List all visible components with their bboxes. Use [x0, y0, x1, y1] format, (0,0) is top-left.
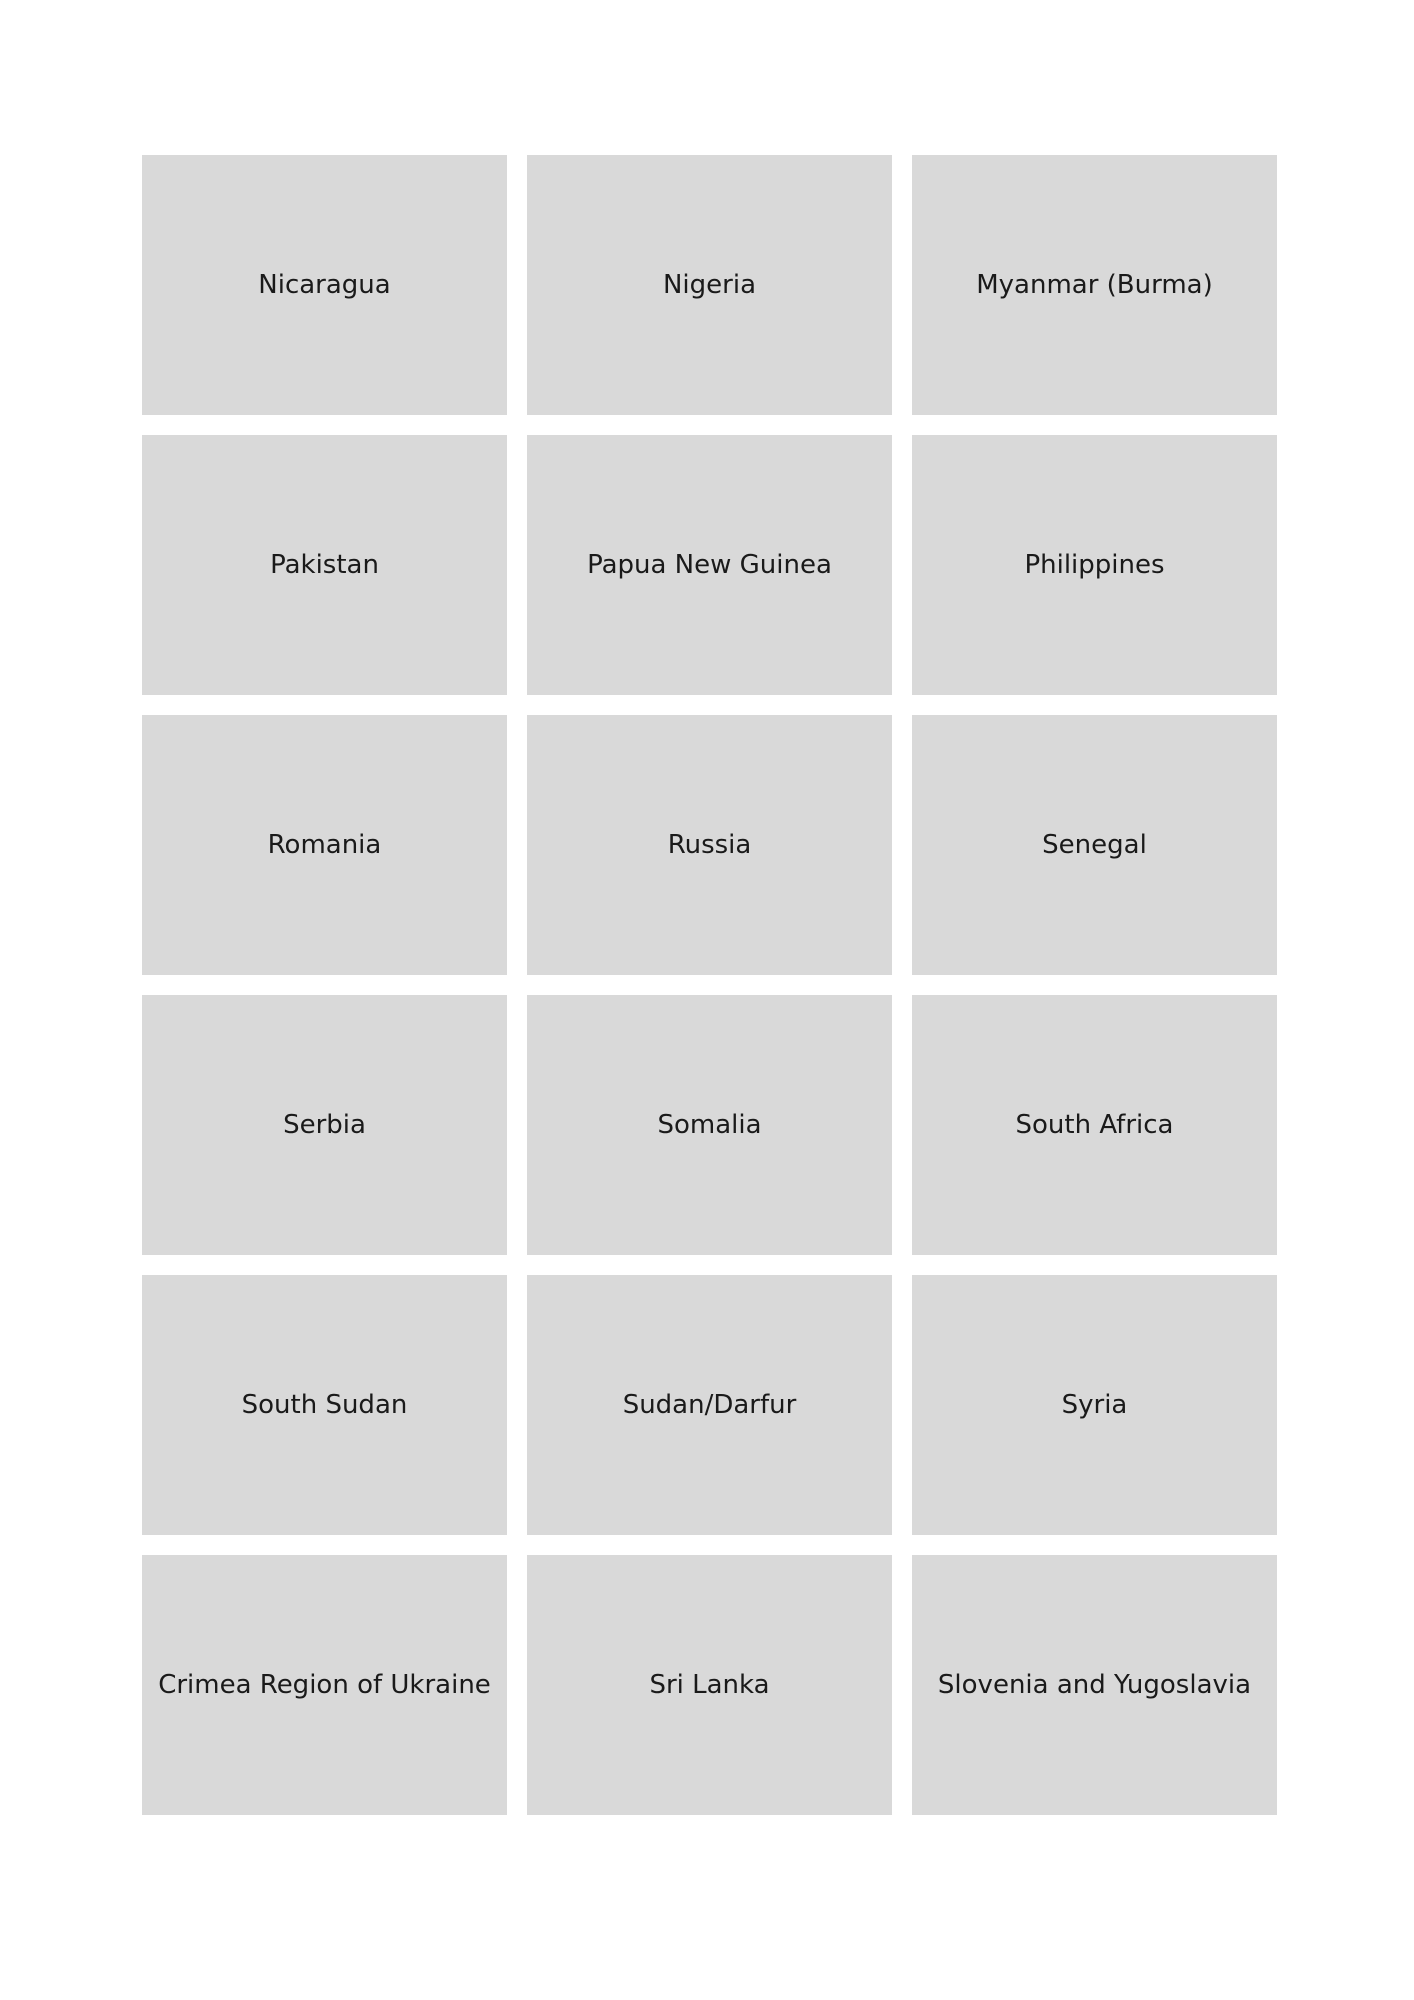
card-label: Nigeria	[662, 270, 757, 300]
country-card-myanmar	[912, 155, 1277, 415]
card-label: Syria	[1061, 1390, 1128, 1420]
country-card-syria	[912, 1275, 1277, 1535]
country-card-serbia	[142, 995, 507, 1255]
card-label: South Sudan	[241, 1390, 408, 1420]
card-label: Nicaragua	[258, 270, 391, 300]
country-card-south-sudan	[142, 1275, 507, 1535]
card-label: Serbia	[283, 1110, 366, 1140]
card-label: Senegal	[1042, 830, 1147, 860]
country-card-senegal	[912, 715, 1277, 975]
card-label: Slovenia and Yugoslavia	[937, 1670, 1252, 1700]
country-card-pakistan	[142, 435, 507, 695]
card-label: Crimea Region of Ukraine	[158, 1670, 491, 1700]
country-card-sudan-darfur	[527, 1275, 892, 1535]
country-card-sri-lanka	[527, 1555, 892, 1815]
card-label: Sri Lanka	[649, 1670, 770, 1700]
country-card-papua-new-guinea	[527, 435, 892, 695]
country-card-crimea	[142, 1555, 507, 1815]
card-label: South Africa	[1015, 1110, 1174, 1140]
country-card-romania	[142, 715, 507, 975]
card-label: Somalia	[657, 1110, 762, 1140]
country-card-nicaragua	[142, 155, 507, 415]
country-card-slovenia-yugoslavia	[912, 1555, 1277, 1815]
card-label: Pakistan	[270, 550, 379, 580]
country-card-south-africa	[912, 995, 1277, 1255]
card-label: Romania	[267, 830, 382, 860]
card-label: Russia	[667, 830, 752, 860]
card-label: Sudan/Darfur	[622, 1390, 797, 1420]
card-label: Myanmar (Burma)	[976, 270, 1213, 300]
card-label: Philippines	[1024, 550, 1165, 580]
country-card-grid	[142, 155, 1278, 1815]
card-label: Papua New Guinea	[587, 550, 832, 580]
country-card-russia	[527, 715, 892, 975]
country-card-somalia	[527, 995, 892, 1255]
country-card-nigeria	[527, 155, 892, 415]
country-card-philippines	[912, 435, 1277, 695]
